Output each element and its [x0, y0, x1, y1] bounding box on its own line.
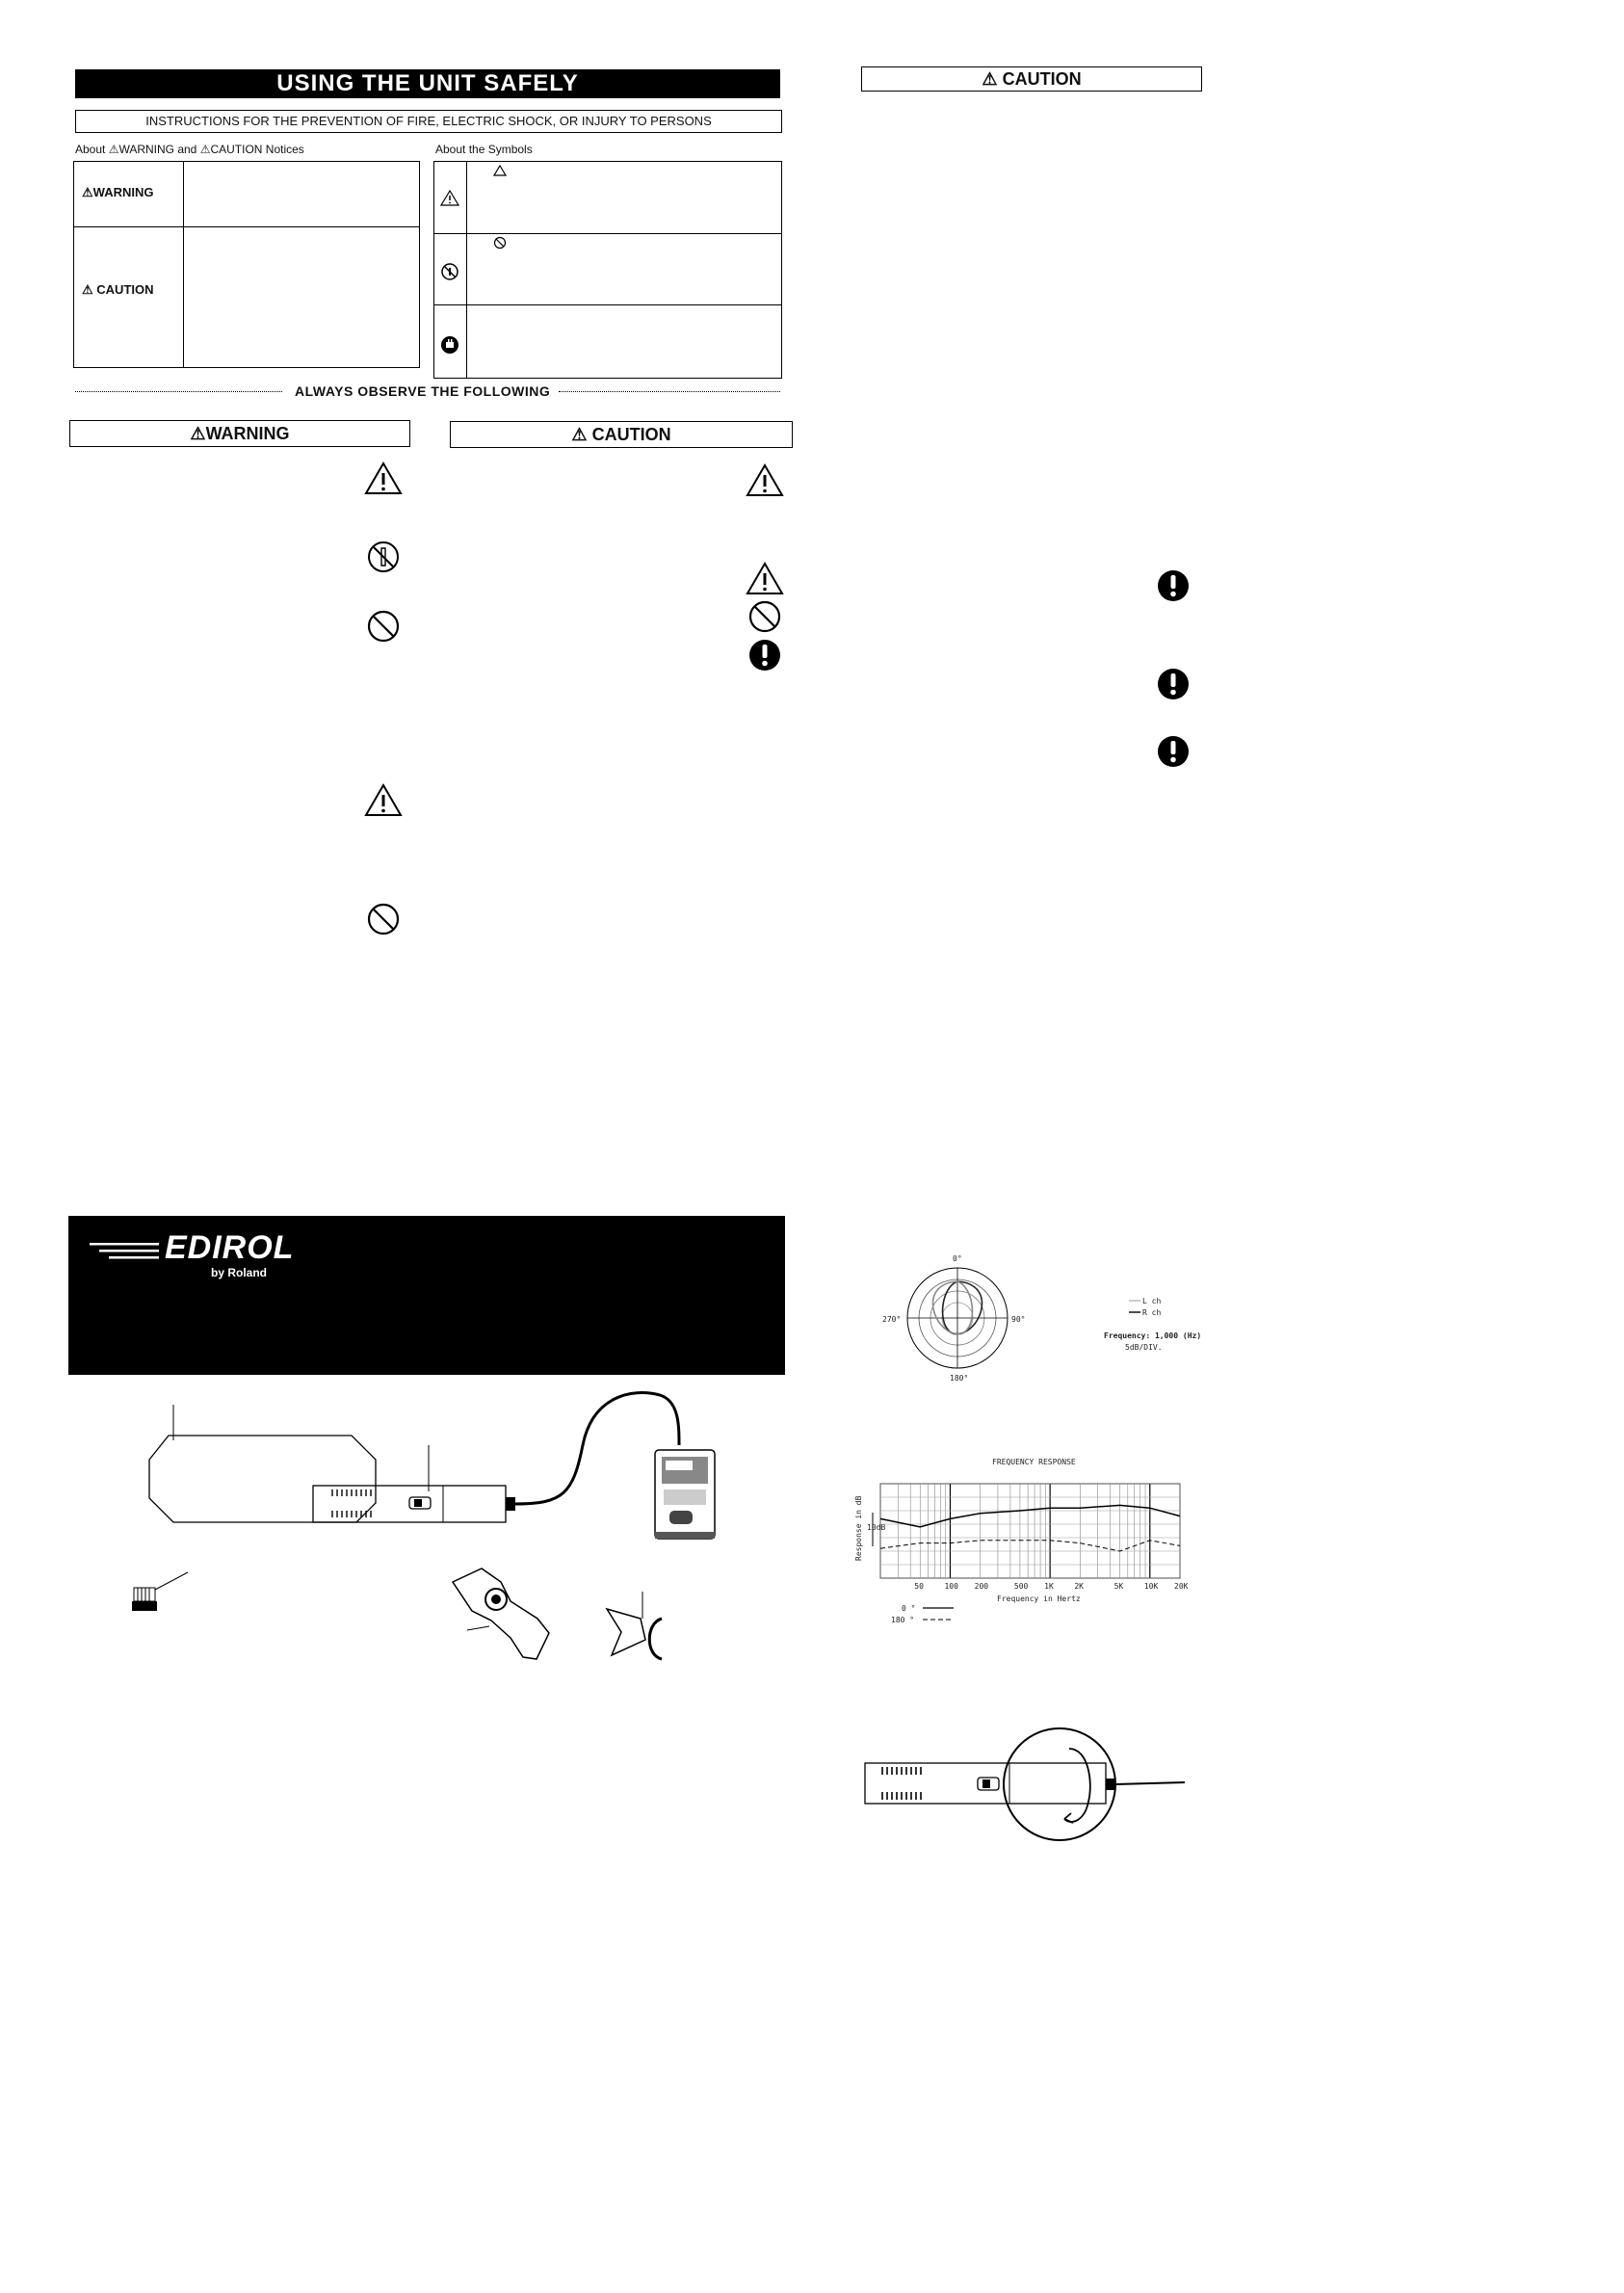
small-triangle-icon — [493, 165, 507, 176]
chart-ylabel: Response in dB — [854, 1495, 863, 1561]
recorder-illustration — [655, 1450, 715, 1539]
x-tick-label: 20K — [1174, 1582, 1189, 1591]
symbols-box — [433, 161, 782, 379]
legend-180-label: 180 ° — [891, 1616, 915, 1624]
caution-triangle-icon: ⚠ — [982, 69, 998, 89]
warning-triangle-icon: ⚠ — [82, 185, 93, 199]
warning-notice-label: ⚠WARNING — [82, 185, 154, 199]
notices-box — [73, 161, 420, 368]
windscreen-illustration — [149, 1405, 376, 1522]
warning-triangle-icon: ⚠ — [190, 424, 206, 443]
scale-label: 10dB — [867, 1523, 886, 1532]
unplug-icon — [440, 335, 459, 355]
prohibition-icon — [366, 902, 401, 936]
polar-frequency: Frequency: 1,000 (Hz) — [1104, 1331, 1202, 1340]
about-notices-label: About ⚠WARNING and ⚠CAUTION Notices — [75, 143, 304, 156]
x-tick-label: 5K — [1113, 1582, 1124, 1591]
series-line-180deg — [880, 1541, 1180, 1551]
x-tick-label: 10K — [1143, 1582, 1159, 1591]
mic-rotation-illustration — [857, 1705, 1204, 1869]
warning-section-header: ⚠WARNING — [69, 420, 410, 447]
legend-lch: L ch — [1142, 1297, 1162, 1305]
prohibition-icon — [366, 609, 401, 644]
legend-rch: R ch — [1142, 1308, 1162, 1317]
edirol-logo: EDIROL — [165, 1229, 295, 1266]
mic-clip-illustration — [607, 1592, 662, 1659]
x-tick-label: 1K — [1044, 1582, 1054, 1591]
chart-series — [880, 1505, 1180, 1551]
caution-section-header-right: ⚠ CAUTION — [861, 66, 1202, 92]
warning-triangle-icon — [440, 189, 459, 206]
caution-triangle-icon: ⚠ — [82, 282, 93, 297]
warning-triangle-icon — [746, 561, 784, 595]
brand-banner — [68, 1216, 785, 1375]
chart-ticks — [914, 1582, 1188, 1591]
series-line-0deg — [880, 1505, 1180, 1526]
polar-180-label: 180° — [950, 1374, 969, 1383]
microphone-illustration — [313, 1445, 515, 1522]
warning-triangle-icon — [746, 462, 784, 497]
by-roland-logo: by Roland — [211, 1266, 268, 1279]
mandatory-exclamation-icon — [1156, 568, 1191, 603]
logo-stripes — [90, 1241, 165, 1262]
legend-0-label: 0 ° — [902, 1604, 916, 1613]
chart-xlabel: Frequency in Hertz — [997, 1595, 1081, 1603]
page-subtitle: INSTRUCTIONS FOR THE PREVENTION OF FIRE, ELECTRIC SHOCK, OR INJURY TO PERSONS — [75, 110, 782, 133]
chart-grid — [880, 1484, 1180, 1578]
polar-90-label: 90° — [1011, 1315, 1026, 1324]
x-tick-label: 100 — [944, 1582, 958, 1591]
chart-title: FREQUENCY RESPONSE — [992, 1458, 1076, 1466]
mandatory-exclamation-icon — [1156, 667, 1191, 701]
x-tick-label: 500 — [1013, 1582, 1029, 1591]
no-disassemble-icon — [440, 262, 459, 281]
caution-section-header-left: ⚠ CAUTION — [450, 421, 793, 448]
x-tick-label: 50 — [914, 1582, 924, 1591]
no-disassemble-icon — [366, 540, 401, 574]
about-symbols-label: About the Symbols — [435, 143, 533, 156]
prohibition-icon — [747, 599, 782, 634]
x-tick-label: 200 — [974, 1582, 989, 1591]
small-prohibition-icon — [493, 236, 507, 250]
divider-left — [75, 391, 282, 392]
polar-scale: 5dB/DIV. — [1125, 1343, 1163, 1352]
chart-frame — [880, 1484, 1180, 1578]
x-tick-label: 2K — [1074, 1582, 1084, 1591]
plug-adaptor-illustration — [132, 1572, 188, 1611]
frequency-response-chart — [848, 1455, 1204, 1628]
polar-pattern-chart — [877, 1248, 1204, 1392]
mic-holder-illustration — [453, 1568, 549, 1659]
mandatory-exclamation-icon — [1156, 734, 1191, 769]
warning-triangle-icon — [364, 782, 403, 817]
mandatory-exclamation-icon — [747, 638, 782, 672]
always-observe-heading: ALWAYS OBSERVE THE FOLLOWING — [289, 383, 556, 399]
warning-triangle-icon — [364, 461, 403, 495]
caution-notice-label: ⚠ CAUTION — [82, 282, 154, 297]
page-title: USING THE UNIT SAFELY — [75, 69, 780, 98]
divider-right — [559, 391, 780, 392]
product-illustration — [111, 1387, 727, 1676]
polar-270-label: 270° — [882, 1315, 902, 1324]
polar-0-label: 0° — [953, 1254, 962, 1263]
caution-triangle-icon: ⚠ — [571, 425, 588, 444]
